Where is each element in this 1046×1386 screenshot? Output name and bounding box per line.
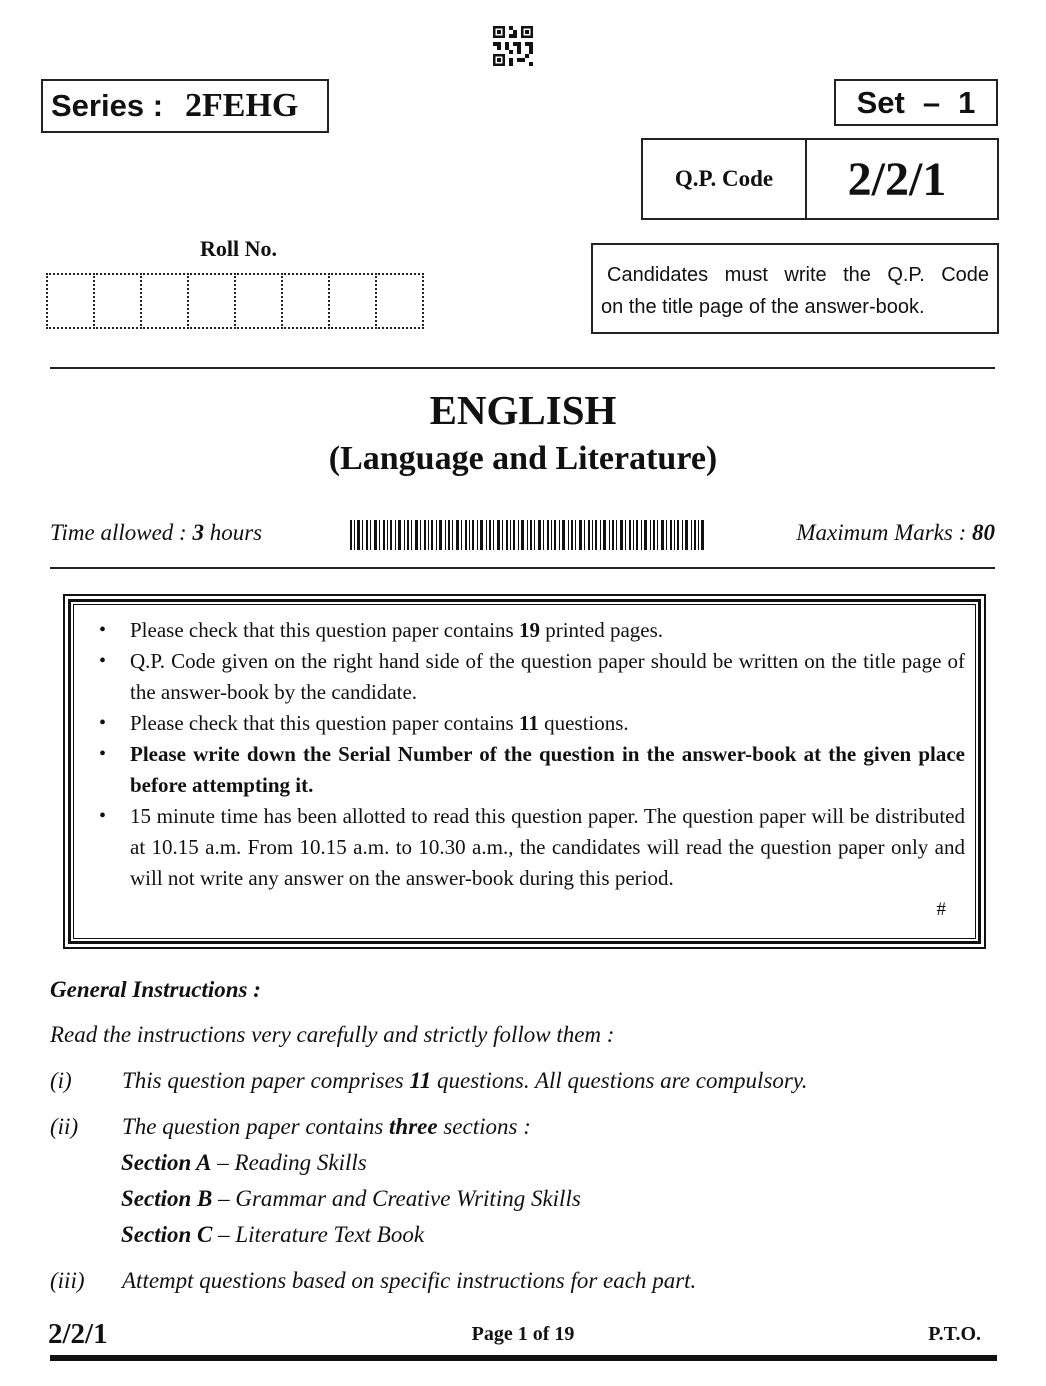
series-box — [41, 79, 329, 133]
qp-code-label: Q.P. Code — [643, 140, 807, 218]
qr-code-icon — [493, 26, 533, 66]
roll-no-cell[interactable] — [93, 273, 142, 329]
note-line-2: on the title page of the answer-book. — [601, 296, 925, 318]
instructions-list — [92, 615, 965, 894]
footer-rule — [50, 1355, 997, 1361]
section-a-line: Section A – Reading Skills — [121, 1150, 367, 1175]
barcode-icon — [350, 520, 704, 550]
instructions-box — [63, 594, 986, 949]
general-instruction-item: (i) This question paper comprises 11 questions. All questions are compulsory. — [50, 1068, 808, 1093]
set-value: 1 — [958, 84, 976, 120]
general-instructions-heading: General Instructions : — [50, 977, 261, 1002]
roll-no-label: Roll No. — [200, 236, 277, 261]
pto-label: P.T.O. — [928, 1323, 981, 1345]
divider-meta — [50, 567, 995, 569]
roll-no-cell[interactable] — [187, 273, 236, 329]
roll-no-cell[interactable] — [46, 273, 95, 329]
divider-top — [50, 367, 995, 369]
section-b-line: Section B – Grammar and Creative Writing Skills — [121, 1186, 581, 1211]
series-value: 2FEHG — [185, 87, 299, 124]
roll-no-cell[interactable] — [328, 273, 377, 329]
roll-no-boxes — [46, 273, 424, 329]
instruction-item: • Q.P. Code given on the right hand side of the question paper should be written on the title page of the answer-book by the candidate. — [92, 646, 965, 708]
qp-code-note — [591, 243, 999, 334]
set-box — [834, 79, 998, 126]
roll-no-cell[interactable] — [281, 273, 330, 329]
qp-code-box — [641, 138, 999, 220]
general-instruction-item: (iii) Attempt questions based on specific instructions for each part. — [50, 1268, 697, 1293]
roll-no-cell[interactable] — [140, 273, 189, 329]
page-number: Page 1 of 19 — [471, 1323, 575, 1345]
roll-no-cell[interactable] — [375, 273, 424, 329]
section-c-line: Section C – Literature Text Book — [121, 1222, 425, 1247]
general-instruction-item: (ii) The question paper contains three sections : — [50, 1114, 531, 1139]
time-allowed: Time allowed : 3 hours — [50, 520, 263, 545]
set-label: Set — [856, 84, 905, 120]
subject-subtitle: (Language and Literature) — [328, 440, 718, 477]
maximum-marks: Maximum Marks : 80 — [796, 520, 995, 545]
note-line-1: Candidates must write the Q.P. Code — [607, 264, 989, 286]
instruction-item: • 15 minute time has been allotted to read this question paper. The question paper will be distributed at 10.15 a.m. From 10.15 a.m. to 10.30 a.m., the candidates will read the question paper only and will not write any answer on the answer-book during this period. — [92, 801, 965, 894]
series-label: Series : — [51, 88, 164, 123]
instruction-item: • Please write down the Serial Number of the question in the answer-book at the given place before attempting it. — [92, 739, 965, 801]
roll-no-cell[interactable] — [234, 273, 283, 329]
footer-qp-code: 2/2/1 — [48, 1318, 108, 1350]
general-instructions-intro: Read the instructions very carefully and strictly follow them : — [50, 1022, 615, 1047]
hash-mark: # — [936, 899, 946, 920]
set-dash: – — [922, 84, 941, 120]
qp-code-value: 2/2/1 — [847, 152, 947, 206]
instruction-item: • Please check that this question paper contains 11 questions. — [92, 708, 965, 739]
instruction-item: • Please check that this question paper contains 19 printed pages. — [92, 615, 965, 646]
subject-title: ENGLISH — [429, 387, 617, 433]
